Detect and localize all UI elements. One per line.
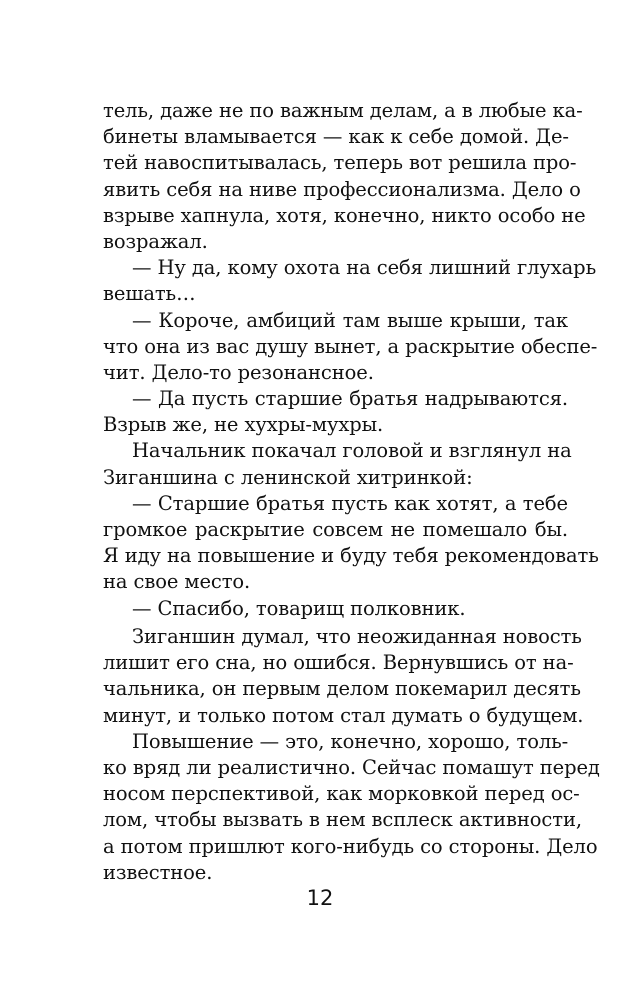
text-line: тель, даже не по важным делам, а в любые ка- — [103, 99, 583, 122]
text-line: а потом пришлют кого-нибудь со стороны. Дело — [103, 834, 598, 858]
text-line: лом, чтобы вызвать в нем всплеск активности, — [103, 808, 582, 832]
text-line: возражал. — [103, 229, 208, 253]
text-line: чит. Дело-то резонансное. — [103, 360, 374, 384]
text-line: Зиганшина с ленинской хитринкой: — [103, 465, 473, 489]
text-line: бинеты вламывается — как к себе домой. Де- — [103, 125, 569, 149]
text-line: — Спасибо, товарищ полковник. — [132, 596, 466, 620]
text-line: Я иду на повышение и буду тебя рекомендовать — [103, 544, 599, 568]
text-line: Зиганшин думал, что неожиданная новость — [132, 625, 582, 648]
text-line: — Да пусть старшие братья надрываются. — [132, 387, 568, 411]
text-line: взрыве хапнула, хотя, конечно, никто особо не — [103, 203, 586, 227]
text-line: ко вряд ли реалистично. Сейчас помашут перед — [103, 755, 600, 779]
text-line: — Ну да, кому охота на себя лишний глухарь — [132, 256, 597, 280]
text-line: Повышение — это, конечно, хорошо, толь- — [132, 729, 569, 753]
text-line: громкое раскрытие совсем не помешало бы. — [103, 518, 568, 541]
text-line: Взрыв же, не хухры-мухры. — [103, 413, 384, 437]
text-line: — Старшие братья пусть как хотят, а тебе — [132, 491, 568, 515]
text-block-lower — [103, 624, 600, 886]
text-block-upper — [103, 98, 599, 622]
text-line: что она из вас душу вынет, а раскрытие обеспе- — [103, 334, 598, 358]
text-line: на свое место. — [103, 570, 251, 594]
text-line: известное. — [103, 860, 213, 884]
text-line: лишит его сна, но ошибся. Вернувшись от на- — [103, 651, 574, 675]
page-number: 12 — [306, 886, 334, 910]
text-line: явить себя на ниве профессионализма. Дело о — [103, 177, 581, 201]
text-line: чальника, он первым делом покемарил десять — [103, 677, 581, 701]
text-line: Начальник покачал головой и взглянул на — [132, 439, 572, 463]
text-line: — Короче, амбиций там выше крыши, так — [132, 308, 568, 332]
text-line: вешать… — [103, 282, 196, 306]
text-line: минут, и только потом стал думать о будущем. — [103, 703, 584, 727]
text-line: носом перспективой, как морковкой перед ос- — [103, 782, 580, 806]
text-line: тей навоспитывалась, теперь вот решила про- — [103, 151, 577, 175]
